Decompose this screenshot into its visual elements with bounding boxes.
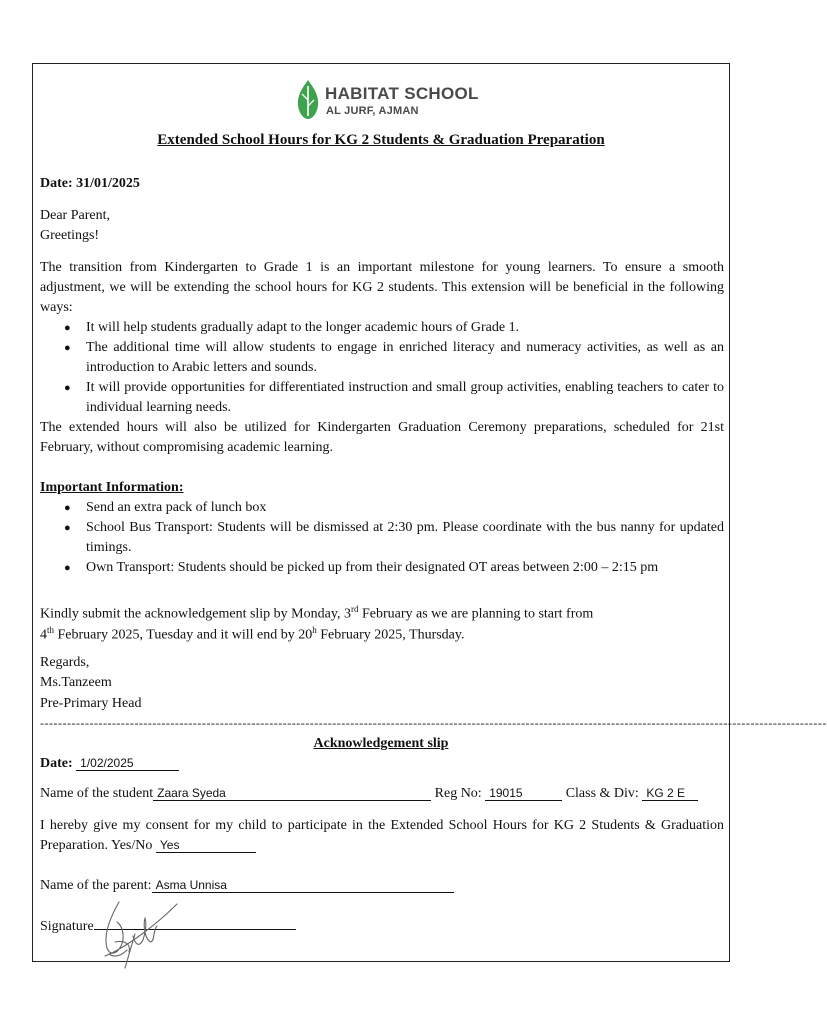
class-label: Class & Div: — [565, 786, 639, 801]
submit-text: Kindly submit the acknowledgement slip by Monday, 3 — [40, 606, 351, 622]
signatory-name: Ms.Tanzeem — [40, 675, 112, 690]
parent-label: Name of the parent: — [40, 878, 152, 893]
cut-line: ------------------------------------------------------------------------------------------------------------------------------------------------------------------------------- — [40, 716, 827, 730]
list-item: ● The additional time will allow students to engage in enriched literacy and numeracy activities, as well as an introduction to Arabic letters and sounds. — [86, 338, 724, 378]
class-div-field[interactable]: KG 2 E — [642, 786, 698, 801]
ordinal-suffix: th — [47, 625, 55, 635]
list-item: ● School Bus Transport: Students will be dismissed at 2:30 pm. Please coordinate with the bus nanny for updated timings. — [86, 518, 724, 558]
submit-text: 4 — [40, 627, 47, 643]
consent-paragraph — [40, 816, 724, 856]
letter-date: Date: 31/01/2025 — [40, 176, 140, 191]
parent-name-field[interactable]: Asma Unnisa — [152, 878, 454, 893]
signature-label: Signature — [40, 919, 94, 934]
school-location: AL JURF, AJMAN — [326, 105, 419, 117]
intro-paragraph: The transition from Kindergarten to Grade 1 is an important milestone for young learners. To ensure a smooth adjustment, we will be extending the school hours for KG 2 students. This extension will be beneficial in the following ways: — [40, 260, 724, 315]
signatory-role: Pre-Primary Head — [40, 696, 142, 711]
greeting: Greetings! — [40, 228, 100, 243]
ack-student-row — [40, 784, 698, 804]
letter-page — [32, 63, 827, 962]
salutation: Dear Parent, — [40, 208, 110, 223]
school-name: HABITAT SCHOOL — [325, 84, 479, 103]
reg-no-field[interactable]: 19015 — [485, 786, 562, 801]
closing-regards: Regards, — [40, 655, 90, 670]
handwritten-signature — [95, 896, 185, 971]
letter-title: Extended School Hours for KG 2 Students & Graduation Preparation — [157, 132, 605, 148]
ack-date-row — [40, 754, 179, 774]
submit-text: February 2025, Thursday. — [316, 627, 465, 643]
consent-field[interactable]: Yes — [156, 838, 256, 853]
reg-label: Reg No: — [434, 786, 482, 801]
submit-text: February 2025, Tuesday and it will end by 20 — [54, 627, 313, 643]
benefits-list — [40, 318, 724, 418]
ordinal-suffix: h — [312, 625, 317, 635]
student-name-field[interactable]: Zaara Syeda — [153, 786, 431, 801]
list-item: ● Send an extra pack of lunch box — [86, 498, 724, 518]
ack-date-label: Date: — [40, 756, 73, 771]
ack-title: Acknowledgement slip — [313, 736, 449, 751]
consent-text: I hereby give my consent for my child to participate in the Extended School Hours for KG 2 Students & Graduation Preparation. Yes/No — [40, 818, 724, 853]
submit-line-2 — [40, 620, 465, 646]
important-heading: Important Information: — [40, 480, 184, 495]
important-list — [40, 498, 724, 578]
list-item: ● Own Transport: Students should be picked up from their designated OT areas between 2:00 – 2:15 pm — [86, 558, 724, 578]
list-item: ● It will provide opportunities for differentiated instruction and small group activities, enabling teachers to cater to individual learning needs. — [86, 378, 724, 418]
student-label: Name of the student — [40, 786, 154, 801]
ordinal-suffix: rd — [350, 604, 359, 614]
graduation-paragraph: The extended hours will also be utilized for Kindergarten Graduation Ceremony preparations, scheduled for 21st February, without compromising academic learning. — [40, 420, 724, 455]
ack-date-field[interactable]: 1/02/2025 — [76, 756, 179, 771]
ack-parent-row — [40, 876, 454, 896]
list-item: ● It will help students gradually adapt to the longer academic hours of Grade 1. — [86, 318, 724, 338]
submit-text: February as we are planning to start from — [358, 606, 594, 622]
leaf-logo-icon — [295, 78, 321, 120]
